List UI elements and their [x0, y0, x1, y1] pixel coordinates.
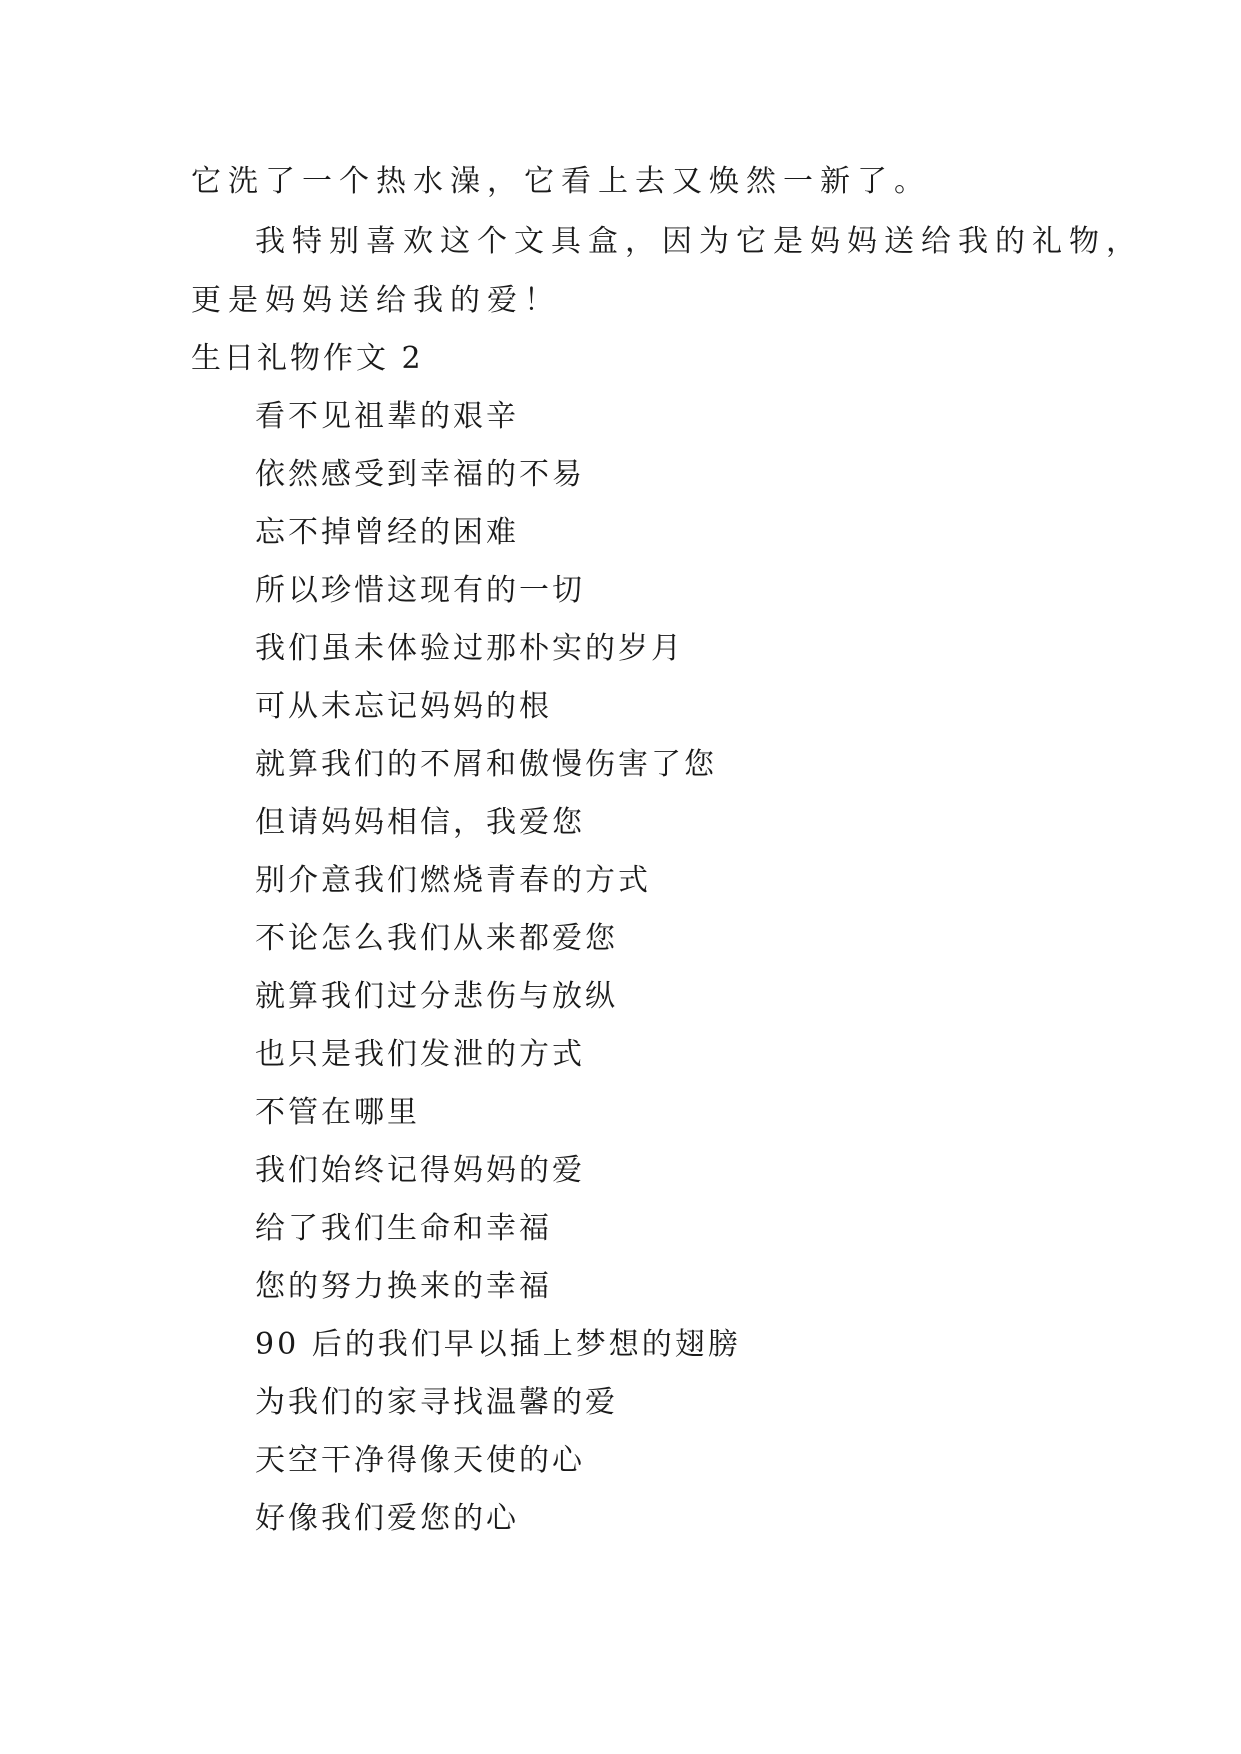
poem-line: 我们始终记得妈妈的爱: [255, 1153, 585, 1188]
poem-line: 为我们的家寻找温馨的爱: [255, 1385, 618, 1420]
poem-line: 别介意我们燃烧青春的方式: [255, 863, 651, 898]
poem-line: 不管在哪里: [255, 1095, 420, 1130]
poem-line: 所以珍惜这现有的一切: [255, 573, 585, 608]
poem-line: 可从未忘记妈妈的根: [255, 689, 552, 724]
poem-line: 好像我们爱您的心: [255, 1501, 519, 1536]
poem-line: 就算我们的不屑和傲慢伤害了您: [255, 747, 717, 782]
poem-line: 也只是我们发泄的方式: [255, 1037, 585, 1072]
paragraph-line: 它洗了一个热水澡，它看上去又焕然一新了。: [191, 164, 931, 199]
poem-line: 就算我们过分悲伤与放纵: [255, 979, 618, 1014]
paragraph-line: 更是妈妈送给我的爱！: [191, 283, 561, 318]
poem-line: 看不见祖辈的艰辛: [255, 399, 519, 434]
poem-line: 天空干净得像天使的心: [255, 1443, 585, 1478]
poem-line: 但请妈妈相信，我爱您: [255, 805, 585, 840]
poem-line: 给了我们生命和幸福: [255, 1211, 552, 1246]
poem-line: 不论怎么我们从来都爱您: [255, 921, 618, 956]
poem-line: 90 后的我们早以插上梦想的翅膀: [255, 1327, 741, 1362]
poem-line: 依然感受到幸福的不易: [255, 457, 585, 492]
paragraph-line: 我特别喜欢这个文具盒，因为它是妈妈送给我的礼物，: [255, 224, 1143, 259]
poem-line: 您的努力换来的幸福: [255, 1269, 552, 1304]
poem-line: 我们虽未体验过那朴实的岁月: [255, 631, 684, 666]
poem-line: 忘不掉曾经的困难: [255, 515, 519, 550]
section-title: 生日礼物作文 2: [191, 341, 424, 376]
